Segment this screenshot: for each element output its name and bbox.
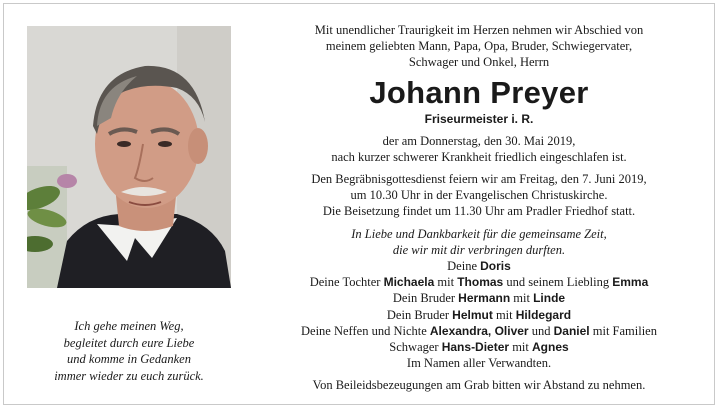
funeral-line: Die Beisetzung findet um 11.30 Uhr am Pradler Friedhof statt.	[322, 204, 636, 219]
portrait-photo	[27, 26, 231, 288]
portrait-illustration	[27, 26, 231, 288]
poem	[22, 318, 236, 384]
mourner-wife: Deine Doris	[447, 259, 511, 274]
death-line: der am Donnerstag, den 30. Mai 2019,	[382, 133, 576, 148]
mourner-brother: Dein Bruder Hermann mit Linde	[392, 291, 566, 306]
deceased-title: Friseurmeister i. R.	[424, 111, 534, 126]
poem-line: Ich gehe meinen Weg,	[74, 319, 184, 333]
intro-line: Mit unendlicher Traurigkeit im Herzen nehmen wir Abschied von	[314, 23, 644, 37]
mourner-brother-in-law: Schwager Hans-Dieter mit Agnes	[389, 340, 569, 355]
poem-line: und komme in Gedanken	[67, 352, 191, 366]
obituary-text	[258, 22, 700, 394]
funeral-line: um 10.30 Uhr in der Evangelischen Christuskirche.	[350, 188, 608, 203]
intro-line: meinem geliebten Mann, Papa, Opa, Bruder, Schwiegervater,	[325, 39, 633, 54]
deceased-name: Johann Preyer	[369, 74, 589, 110]
gratitude-line: die wir mit dir verbringen durften.	[392, 242, 566, 257]
mourner-relatives: Im Namen aller Verwandten.	[406, 356, 552, 371]
mourner-daughter: Deine Tochter Michaela mit Thomas und seinem Liebling Emma	[309, 275, 649, 290]
mourner-brother: Dein Bruder Helmut mit Hildegard	[386, 307, 572, 322]
gratitude-line: In Liebe und Dankbarkeit für die gemeinsame Zeit,	[351, 226, 607, 241]
mourner-nephews: Deine Neffen und Nichte Alexandra, Oliver und Daniel mit Familien	[301, 323, 657, 338]
condolence-note: Von Beileidsbezeugungen am Grab bitten wir Abstand zu nehmen.	[312, 378, 646, 393]
funeral-line: Den Begräbnisgottesdienst feiern wir am Freitag, den 7. Juni 2019,	[311, 172, 647, 187]
poem-line: begleitet durch eure Liebe	[63, 335, 195, 350]
poem-line: immer wieder zu euch zurück.	[54, 368, 204, 383]
intro-line: Schwager und Onkel, Herrn	[408, 55, 550, 70]
death-line: nach kurzer schwerer Krankheit friedlich eingeschlafen ist.	[331, 149, 627, 164]
